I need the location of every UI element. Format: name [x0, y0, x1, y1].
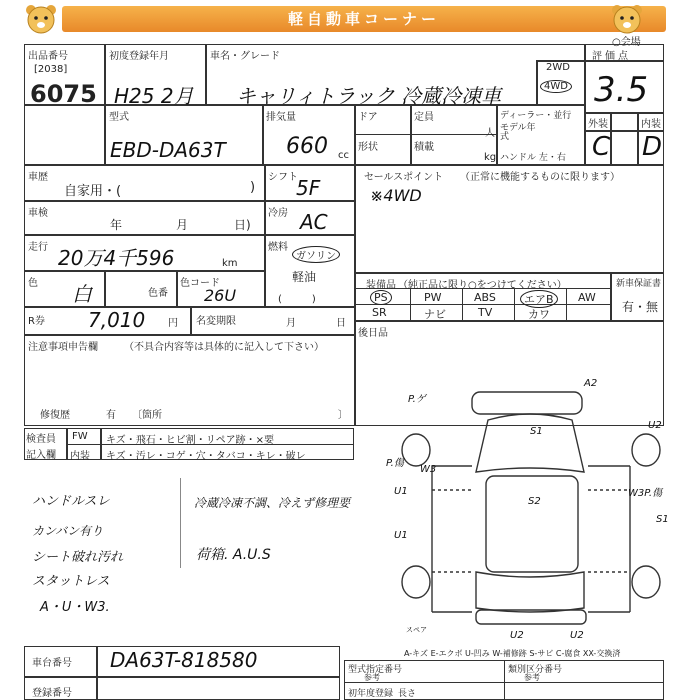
- mark-u2-bottom-2: U2: [570, 630, 584, 641]
- chassis-label: 車台番号: [32, 658, 72, 669]
- mark-s2: S2: [528, 496, 541, 507]
- dealer-label: ディーラー・並行: [500, 111, 572, 121]
- equip-abs: ABS: [474, 291, 496, 304]
- equipment-label: 装備品: [366, 280, 396, 291]
- equip-navi: ナビ: [424, 308, 446, 321]
- drive-4wd: 4WD: [540, 80, 572, 93]
- fuel-diesel: 軽油: [292, 270, 317, 284]
- score-value: 3.5: [594, 70, 649, 110]
- mark-w3: W3: [420, 464, 437, 475]
- model-label: 型式: [109, 112, 129, 123]
- name-change-month: 月: [286, 318, 296, 329]
- first-year-label: 初年度登録: [348, 689, 394, 699]
- comment-left-3: シート破れ汚れ: [32, 550, 124, 565]
- history-close: ): [250, 180, 256, 195]
- bear-mascot-icon: [24, 2, 58, 38]
- notes-hint: （不具合内容等は具体的に記入して下さい）: [124, 342, 324, 353]
- notes-label: 注意事項申告欄: [28, 342, 98, 353]
- repair-close: 〕: [338, 410, 348, 421]
- aircon-value: AC: [300, 210, 328, 234]
- door-label: ドア: [358, 112, 378, 123]
- equip-aw: AW: [578, 291, 596, 304]
- shift-label: シフト: [268, 172, 298, 183]
- interior-label: 内装: [641, 119, 661, 130]
- fuel-gasoline: ガソリン: [292, 246, 340, 263]
- mark-p-scratch: P.傷: [386, 458, 404, 469]
- equip-leather: カワ: [528, 308, 550, 321]
- checker-fw: FW: [72, 431, 88, 442]
- recycle-value: 7,010: [88, 308, 146, 332]
- equip-sr: SR: [372, 306, 387, 319]
- comment-right-1: 冷蔵冷凍不調、冷えず修理要: [194, 496, 351, 510]
- car-name-value: キャリィトラック 冷蔵冷凍車: [236, 84, 502, 108]
- registration-label: 登録番号: [32, 688, 72, 699]
- warranty-value: 有・無: [622, 300, 659, 314]
- mark-s1-top: S1: [530, 426, 543, 437]
- mileage-unit: km: [222, 258, 238, 269]
- checker-fw-items: キズ・飛石・ヒビ割・リペア跡・×要: [106, 435, 274, 446]
- name-change-day: 日: [336, 318, 346, 329]
- checker-interior-items: キズ・汚レ・コゲ・穴・タバコ・キレ・破レ: [106, 451, 306, 462]
- mark-a2: A2: [584, 378, 598, 389]
- mileage-label: 走行: [28, 242, 48, 253]
- inspection-day: 日): [234, 218, 251, 232]
- load-unit: kg: [484, 152, 497, 163]
- mark-pg: P.ゲ: [408, 394, 426, 405]
- history-label: 車歴: [28, 172, 48, 183]
- fuel-bracket: ( ): [278, 294, 316, 305]
- comment-right-2: 荷箱. A.U.S: [196, 547, 271, 563]
- color-code-value: 26U: [204, 286, 237, 305]
- comment-left-5: A・U・W3.: [40, 600, 110, 615]
- header-title: 軽自動車コーナー: [287, 10, 440, 28]
- displacement-value: 660: [286, 134, 328, 159]
- comment-left-1: ハンドルスレ: [32, 494, 110, 509]
- first-reg-label: 初度登録年月: [109, 51, 169, 62]
- mileage-value: 20万4千596: [58, 246, 175, 270]
- color-code-label: 色コード: [180, 278, 220, 289]
- sales-point-value: ※4WD: [370, 186, 422, 205]
- car-damage-diagram: [380, 372, 680, 642]
- drive-2wd: 2WD: [546, 62, 570, 73]
- lot-label: 出品番号: [28, 51, 68, 62]
- mark-u1-left: U1: [394, 486, 408, 497]
- equipment-note: （純正品に限り○をつけてください）: [398, 280, 567, 291]
- model-value: EBD-DA63T: [110, 138, 226, 162]
- recycle-label: R券: [28, 316, 45, 327]
- sales-point-label: セールスポイント: [364, 172, 444, 183]
- inspection-label: 車検: [28, 208, 48, 219]
- mark-u2-top: U2: [648, 420, 662, 431]
- color-number-label: 色番: [148, 288, 168, 299]
- repair-label: 修復歴: [40, 410, 70, 421]
- class-reference: 参考: [524, 673, 540, 682]
- interior-grade: D: [642, 132, 663, 162]
- mark-u1-left-2: U1: [394, 530, 408, 541]
- equip-pw: PW: [424, 291, 442, 304]
- mark-s1-right: S1: [656, 514, 669, 525]
- exterior-label: 外装: [588, 119, 608, 130]
- checker-interior: 内装: [70, 451, 90, 462]
- model-year-label: モデル年式: [500, 123, 536, 142]
- lot-sub: [2038]: [34, 64, 68, 75]
- rear-item-label: 後日品: [358, 328, 388, 339]
- repair-value: 有: [106, 410, 116, 421]
- inspection-year: 年: [110, 218, 123, 232]
- exterior-grade: C: [592, 132, 611, 162]
- damage-legend: A-キズ E-エクボ U-凹み W-補修跡 S-サビ C-腐食 XX-交換済: [404, 649, 621, 658]
- displacement-label: 排気量: [266, 112, 296, 123]
- shift-value: 5F: [296, 176, 321, 200]
- load-label: 積載: [414, 142, 434, 153]
- comment-left-2: カンバン有り: [32, 524, 104, 538]
- checker-label: 検査員: [26, 434, 56, 445]
- car-label: 車名・グレード: [210, 51, 280, 62]
- venue-label: ○会場: [612, 37, 641, 48]
- color-label: 色: [28, 278, 38, 289]
- class-number-label: 類別区分番号: [508, 665, 563, 675]
- shape-label: 形状: [358, 142, 378, 153]
- header-banner: [0, 0, 700, 40]
- aircon-label: 冷房: [268, 208, 288, 219]
- first-reg-value: H25 2月: [114, 84, 194, 108]
- equip-tv: TV: [478, 306, 493, 319]
- lot-number: 6075: [30, 80, 97, 108]
- equip-airbag: エアB: [520, 290, 558, 308]
- type-reference: 参考: [364, 673, 380, 682]
- color-value: 白: [72, 282, 92, 306]
- type-designation-label: 型式指定番号: [348, 665, 403, 675]
- warranty-label: 新車保証書: [616, 279, 662, 289]
- history-value: 自家用・(: [64, 184, 122, 199]
- comment-left-4: スタットレス: [32, 574, 110, 589]
- mark-w3p: W3P.傷: [628, 488, 663, 499]
- score-label: 評価点: [592, 51, 631, 62]
- length-label: 長さ: [398, 689, 417, 699]
- chassis-value: DA63T-818580: [110, 648, 258, 672]
- inspection-month: 月: [176, 218, 189, 232]
- name-change-label: 名変期限: [196, 316, 236, 327]
- handle-label: ハンドル 左・右: [500, 153, 566, 163]
- checker-label-2: 記入欄: [26, 450, 56, 461]
- spare-label: スペア: [406, 626, 427, 634]
- equip-ps: PS: [370, 290, 392, 305]
- fuel-label: 燃料: [268, 242, 288, 253]
- recycle-unit: 円: [168, 318, 178, 329]
- capacity-label: 定員: [414, 112, 434, 123]
- displacement-unit: cc: [338, 150, 349, 161]
- mark-u2-bottom: U2: [510, 630, 524, 641]
- repair-location: 〔箇所: [132, 410, 162, 421]
- sales-point-note: （正常に機能するものに限ります）: [460, 172, 620, 183]
- capacity-unit: 人: [485, 128, 495, 139]
